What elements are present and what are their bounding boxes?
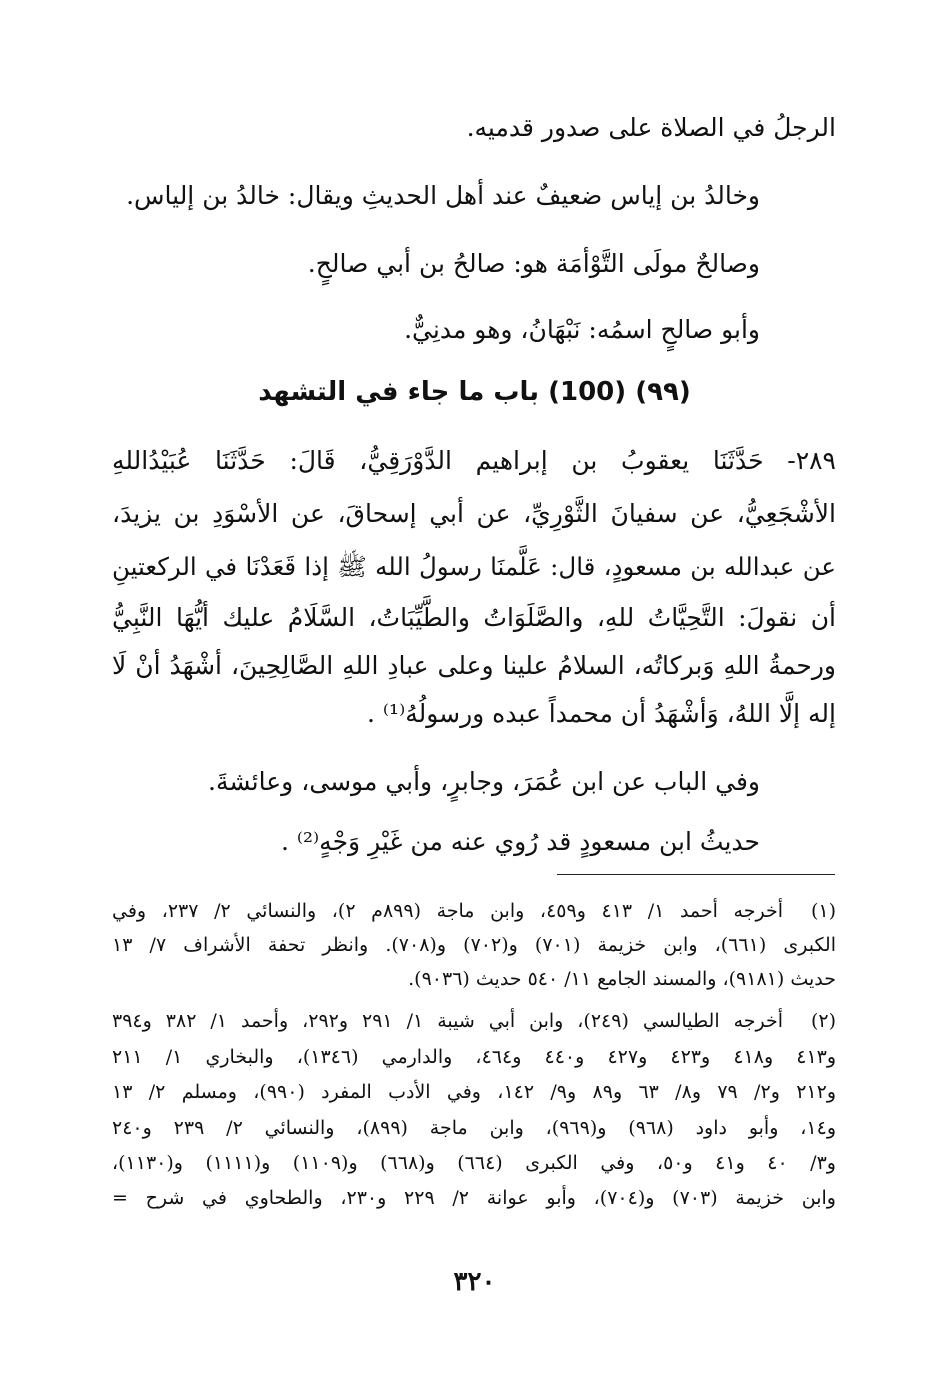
footnote-line: وابن خزيمة (٧٠٣) و(٧٠٤)، وأبو عوانة ٢/ ٢٢٩ و٢٣٠، والطحاوي في شرح = — [112, 1187, 836, 1209]
hadith-line: الأشْجَعِيُّ، عن سفيانَ الثَّوْرِيِّ، عن أبي إسحاقَ، عن الأسْوَدِ بن يزيدَ، — [112, 499, 836, 528]
footnote-line: و٤١٣ و٤١٨ و٤٢٣ و٤٢٧ و٤٤٠ و٤٦٤، والدارمي (١٣٤٦)، والبخاري ١/ ٢١١ — [112, 1046, 837, 1068]
body-line: وخالدُ بن إياس ضعيفٌ عند أهل الحديثِ ويقال: خالدُ بن إلياس. — [126, 181, 760, 210]
footnote-marker: (١) — [810, 900, 836, 922]
footnote-line: أخرجه الطيالسي (٢٤٩)، وابن أبي شيبة ١/ ٢٩١ و٢٩٢، وأحمد ١/ ٣٨٢ و٣٩٤ — [112, 1010, 784, 1032]
body-line: الرجلُ في الصلاة على صدور قدميه. — [466, 113, 836, 142]
footnote-separator — [557, 874, 835, 875]
footnote-line: و٢١٢ و٢/ ٧٩ و٨/ ٦٣ و٨٩ و٩/ ١٤٢، وفي الأدب المفرد (٩٩٠)، ومسلم ٢/ ١٣ — [112, 1081, 836, 1103]
hadith-line: إله إلَّا اللهُ، وَأشْهَدُ أن محمداً عبده ورسولُهُ⁽¹⁾ . — [366, 699, 836, 728]
footnote-line: و٣/ ٤٠ و٤١ و٥٠، وفي الكبرى (٦٦٤) و(٦٦٨) و(١١٠٩) و(١١١١) و(١١٣٠)، — [112, 1152, 836, 1174]
footnote-line: حديث (٩١٨١)، والمسند الجامع ١١/ ٥٤٠ حديث (٩٠٣٦). — [408, 968, 836, 990]
chapter-heading: (٩٩) (100) باب ما جاء في التشهد — [258, 377, 691, 407]
hadith-line: ٢٨٩- حَدَّثَنَا يعقوبُ بن إبراهيم الدَّوْرَقِيُّ، قَالَ: حَدَّثَنَا عُبَيْدُاللهِ — [112, 446, 836, 475]
page-number: ٣٢٠ — [453, 1267, 496, 1297]
footnote-line: و١٤، وأبو داود (٩٦٨) و(٩٦٩)، وابن ماجة (٨٩٩)، والنسائي ٢/ ٢٣٩ و٢٤٠ — [112, 1117, 836, 1139]
hadith-line: أن نقولَ: التَّحِيَّاتُ للهِ، والصَّلَوَاتُ والطَّيِّبَاتُ، السَّلَامُ عليك أيُّهَا النَّبِيُّ — [112, 603, 836, 632]
hadith-line: ورحمةُ اللهِ وَبركاتُه، السلامُ علينا وعلى عبادِ اللهِ الصَّالِحِينَ، أشْهَدُ أنْ لَا — [112, 651, 836, 680]
body-line: وفي الباب عن ابن عُمَرَ، وجابرٍ، وأبي موسى، وعائشةَ. — [208, 767, 760, 796]
footnote-line: أخرجه أحمد ١/ ٤١٣ و٤٥٩، وابن ماجة (٨٩٩م ٢)، والنسائي ٢/ ٢٣٧، وفي — [112, 900, 783, 922]
body-line: حديثُ ابن مسعودٍ قد رُوي عنه من غَيْرِ وَجْهٍ⁽²⁾ . — [280, 827, 760, 856]
footnote-marker: (٢) — [810, 1010, 836, 1032]
footnote-line: الكبرى (٦٦١)، وابن خزيمة (٧٠١) و(٧٠٢) و(٧٠٨). وانظر تحفة الأشراف ٧/ ١٣ — [112, 934, 837, 956]
hadith-line: عن عبدالله بن مسعودٍ، قال: عَلَّمنَا رسولُ الله ﷺ إذا قَعَدْنَا في الركعتينِ — [112, 552, 836, 581]
body-line: وصالحٌ مولَى التَّوْأمَة هو: صالحُ بن أبي صالحٍ. — [307, 249, 760, 278]
body-line: وأبو صالحٍ اسمُه: نَبْهَانُ، وهو مدنِيٌّ. — [404, 315, 760, 344]
